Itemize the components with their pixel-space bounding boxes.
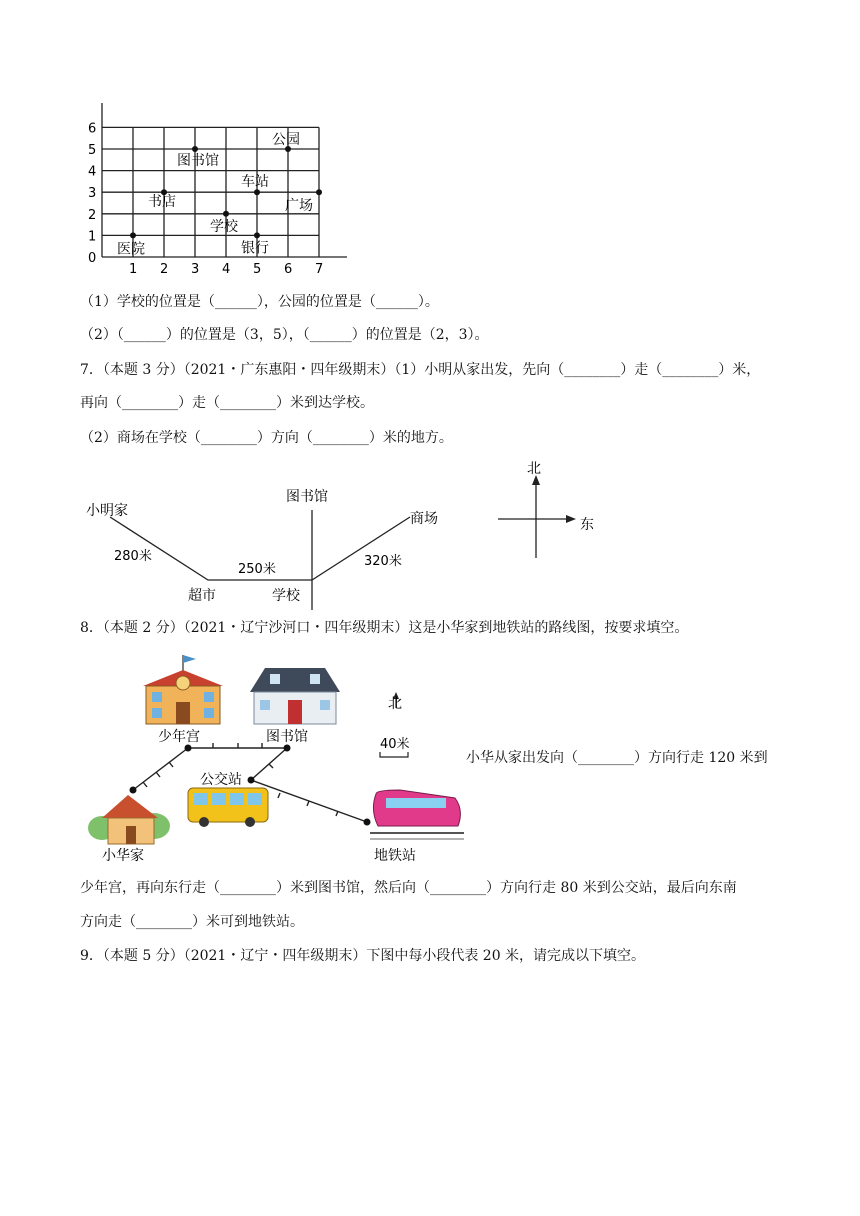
place-label: 医院 — [117, 241, 145, 258]
place-point — [223, 211, 229, 217]
label-youth-palace: 少年宫 — [158, 729, 200, 745]
label-seg-280: 280米 — [114, 549, 152, 564]
x-tick-label: 5 — [253, 262, 262, 275]
place-label: 广场 — [285, 198, 313, 215]
label-bus-stop: 公交站 — [200, 772, 242, 788]
label-subway: 地铁站 — [374, 848, 416, 864]
q6-line2: （2）（______）的位置是（3，5），（______）的位置是（2，3）。 — [80, 327, 489, 343]
route-diagram-xiaohua — [80, 650, 470, 870]
place-label: 银行 — [241, 240, 269, 257]
youth-palace-icon — [143, 655, 223, 724]
x-tick-label: 7 — [315, 262, 324, 275]
label-school: 学校 — [272, 588, 300, 604]
place-point — [316, 189, 322, 195]
y-tick-label: 6 — [88, 121, 97, 137]
x-tick-label: 6 — [284, 262, 293, 275]
y-tick-label: 2 — [88, 207, 97, 223]
x-tick-label: 4 — [222, 262, 231, 275]
subway-train-icon — [370, 790, 464, 839]
y-tick-label: 5 — [88, 143, 97, 158]
label-xiaoming-home: 小明家 — [86, 503, 128, 519]
label-home: 小华家 — [102, 848, 144, 864]
bus-icon — [188, 788, 268, 827]
place-label: 书店 — [148, 194, 176, 211]
place-label: 学校 — [210, 218, 238, 235]
q8-line2: 少年宫，再向东行走（________）米到图书馆，然后向（________）方向行走 80 米到公交站，最后向东南 — [80, 880, 737, 896]
library-building-icon — [250, 668, 340, 724]
east-arrow-icon — [566, 515, 576, 523]
x-tick-label: 3 — [191, 262, 200, 275]
q6-line1: （1）学校的位置是（______），公园的位置是（______）。 — [80, 294, 439, 310]
y-tick-label: 3 — [88, 186, 97, 202]
place-label: 公园 — [272, 132, 300, 148]
route-diagram-xiaoming — [80, 455, 620, 615]
place-label: 车站 — [241, 174, 269, 191]
label-scale: 40米 — [380, 737, 410, 752]
q9-line1: 9．（本题 5 分）（2021・辽宁・四年级期末）下图中每小段代表 20 米，请完成以下填空。 — [80, 948, 646, 964]
q8-side-text: 小华从家出发向（________）方向行走 120 米到 — [466, 750, 768, 766]
library-point — [284, 745, 291, 752]
scale-bar — [380, 752, 408, 757]
home-point — [130, 787, 137, 794]
coordinate-grid — [70, 95, 370, 275]
label-north: 北 — [388, 696, 402, 712]
x-tick-label: 2 — [160, 262, 169, 275]
bus-stop-point — [248, 777, 255, 784]
x-tick-label: 1 — [129, 262, 138, 275]
label-library: 图书馆 — [266, 729, 308, 745]
y-tick-label: 0 — [88, 251, 97, 266]
youth-palace-point — [185, 745, 192, 752]
subway-point — [364, 819, 371, 826]
label-seg-250: 250米 — [238, 562, 276, 577]
q8-line3: 方向走（________）米可到地铁站。 — [80, 914, 304, 930]
y-tick-label: 4 — [88, 164, 97, 180]
place-point — [192, 146, 198, 152]
home-building-icon — [88, 795, 170, 844]
label-seg-320: 320米 — [364, 554, 402, 569]
y-tick-label: 1 — [88, 229, 97, 245]
place-point — [254, 232, 260, 238]
label-east: 东 — [580, 517, 594, 533]
place-point — [130, 232, 136, 238]
place-label: 图书馆 — [177, 153, 219, 169]
q7-line2: 再向（________）走（________）米到达学校。 — [80, 395, 374, 411]
q7-line1: 7．（本题 3 分）（2021・广东惠阳・四年级期末）（1）小明从家出发，先向（________）走（________）米， — [80, 362, 761, 378]
label-market: 超市 — [188, 588, 216, 604]
q7-line3: （2）商场在学校（________）方向（________）米的地方。 — [80, 430, 453, 446]
label-mall: 商场 — [410, 511, 438, 527]
label-library: 图书馆 — [286, 489, 328, 505]
q8-line1: 8．（本题 2 分）（2021・辽宁沙河口・四年级期末）这是小华家到地铁站的路线图，按要求填空。 — [80, 620, 689, 636]
label-north: 北 — [527, 461, 541, 477]
